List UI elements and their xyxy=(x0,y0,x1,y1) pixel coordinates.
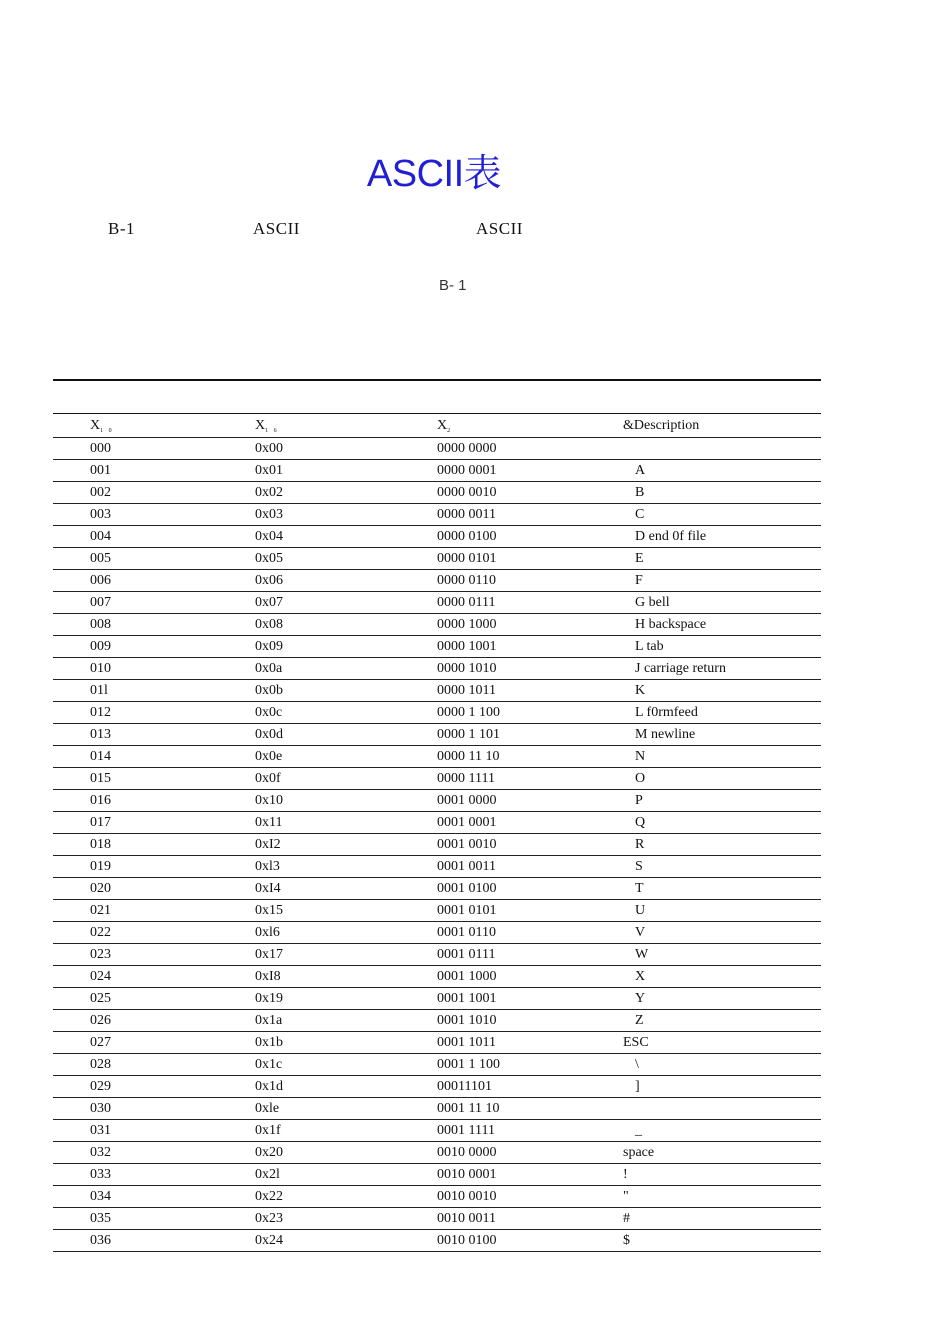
cell-binary: 0001 1001 xyxy=(437,991,497,1006)
cell-decimal: 036 xyxy=(90,1233,111,1248)
cell-hex: 0x09 xyxy=(255,639,283,654)
cell-description: \ xyxy=(635,1057,639,1072)
cell-hex: 0x10 xyxy=(255,793,283,808)
cell-description: ESC xyxy=(623,1035,649,1050)
cell-binary: 0001 0010 xyxy=(437,837,497,852)
cell-description: R xyxy=(635,837,645,852)
cell-hex: 0x01 xyxy=(255,463,283,478)
cell-hex: 0x19 xyxy=(255,991,283,1006)
cell-hex: 0xI2 xyxy=(255,837,281,852)
cell-binary: 0001 0111 xyxy=(437,947,496,962)
header-binary: $X_2$ xyxy=(437,418,453,434)
cell-hex: 0x1b xyxy=(255,1035,283,1050)
table-row xyxy=(53,438,821,460)
cell-decimal: 035 xyxy=(90,1211,111,1226)
cell-hex: 0x06 xyxy=(255,573,283,588)
cell-decimal: 000 xyxy=(90,441,111,456)
cell-decimal: 031 xyxy=(90,1123,111,1138)
cell-hex: 0x20 xyxy=(255,1145,283,1160)
cell-description: S xyxy=(635,859,643,874)
cell-decimal: 013 xyxy=(90,727,111,742)
page-title: ASCII表 xyxy=(366,153,502,195)
cell-hex: 0x0f xyxy=(255,771,281,786)
cell-description: Y xyxy=(635,991,646,1006)
header-hex: $X_{1 6}$ xyxy=(255,418,279,434)
table-row xyxy=(53,1186,821,1208)
table-row xyxy=(53,768,821,790)
table-row xyxy=(53,1054,821,1076)
cell-binary: 0010 0011 xyxy=(437,1211,496,1226)
cell-binary: 0010 0100 xyxy=(437,1233,497,1248)
cell-binary: 0000 1111 xyxy=(437,771,495,786)
cell-hex: 0x03 xyxy=(255,507,283,522)
cell-decimal: 01l xyxy=(90,683,108,698)
cell-decimal: 027 xyxy=(90,1035,111,1050)
cell-binary: 0000 1 101 xyxy=(437,727,500,742)
cell-binary: 0000 0001 xyxy=(437,463,497,478)
cell-decimal: 028 xyxy=(90,1057,111,1072)
cell-hex: 0x24 xyxy=(255,1233,283,1248)
cell-decimal: 032 xyxy=(90,1145,111,1160)
cell-description: U xyxy=(635,903,646,918)
header-description: &Description xyxy=(623,418,700,433)
cell-hex: 0x00 xyxy=(255,441,283,456)
cell-binary: 0000 0011 xyxy=(437,507,496,522)
cell-binary: 0001 11 10 xyxy=(437,1101,500,1116)
cell-description: E xyxy=(635,551,644,566)
cell-binary: 0001 0101 xyxy=(437,903,497,918)
cell-description: # xyxy=(623,1211,630,1226)
table-row xyxy=(53,922,821,944)
cell-decimal: 017 xyxy=(90,815,111,830)
cell-binary: 0000 1000 xyxy=(437,617,497,632)
cell-description: T xyxy=(635,881,644,896)
cell-decimal: 019 xyxy=(90,859,111,874)
cell-binary: 0000 1011 xyxy=(437,683,496,698)
cell-binary: 0000 11 10 xyxy=(437,749,500,764)
cell-decimal: 012 xyxy=(90,705,111,720)
cell-decimal: 025 xyxy=(90,991,111,1006)
cell-binary: 0000 1010 xyxy=(437,661,497,676)
cell-binary: 0000 1 100 xyxy=(437,705,500,720)
cell-binary: 0001 1010 xyxy=(437,1013,497,1028)
cell-binary: 0000 0101 xyxy=(437,551,497,566)
cell-description: V xyxy=(635,925,646,940)
cell-description: D end 0f file xyxy=(635,529,707,544)
cell-binary: 0001 1111 xyxy=(437,1123,495,1138)
cell-hex: 0x04 xyxy=(255,529,283,544)
cell-decimal: 029 xyxy=(90,1079,111,1094)
table-row xyxy=(53,570,821,592)
cell-description: Z xyxy=(635,1013,644,1028)
cell-hex: 0xle xyxy=(255,1101,280,1116)
cell-binary: 0001 0000 xyxy=(437,793,497,808)
cell-decimal: 010 xyxy=(90,661,111,676)
table-row xyxy=(53,1164,821,1186)
cell-hex: 0x1d xyxy=(255,1079,283,1094)
intro-ascii-term: ASCII xyxy=(253,219,300,238)
cell-description: L f0rmfeed xyxy=(635,705,698,720)
cell-decimal: 004 xyxy=(90,529,111,544)
cell-hex: 0x0e xyxy=(255,749,283,764)
cell-hex: 0x22 xyxy=(255,1189,283,1204)
table-row xyxy=(53,460,821,482)
cell-hex: 0x1f xyxy=(255,1123,281,1138)
cell-binary: 0000 0010 xyxy=(437,485,497,500)
cell-decimal: 014 xyxy=(90,749,111,764)
table-row xyxy=(53,1010,821,1032)
cell-hex: 0x08 xyxy=(255,617,283,632)
table-body xyxy=(53,438,821,1252)
ascii-table xyxy=(53,413,821,1252)
cell-decimal: 015 xyxy=(90,771,111,786)
table-row xyxy=(53,1032,821,1054)
cell-decimal: 033 xyxy=(90,1167,111,1182)
cell-binary: 0010 0000 xyxy=(437,1145,497,1160)
cell-description: W xyxy=(635,947,649,962)
cell-hex: 0x05 xyxy=(255,551,283,566)
table-row xyxy=(53,988,821,1010)
cell-decimal: 034 xyxy=(90,1189,111,1204)
cell-binary: 0001 0001 xyxy=(437,815,497,830)
cell-description: J carriage return xyxy=(635,661,726,676)
cell-decimal: 003 xyxy=(90,507,111,522)
cell-hex: 0x1c xyxy=(255,1057,283,1072)
table-row xyxy=(53,790,821,812)
cell-description: C xyxy=(635,507,645,522)
cell-description: A xyxy=(635,463,646,478)
cell-hex: 0xl6 xyxy=(255,925,280,940)
table-row xyxy=(53,1142,821,1164)
cell-description: N xyxy=(635,749,646,764)
cell-description: ] xyxy=(635,1079,640,1094)
cell-description: space xyxy=(623,1145,655,1160)
cell-decimal: 018 xyxy=(90,837,111,852)
table-top-rule xyxy=(53,379,821,381)
cell-binary: 0001 0011 xyxy=(437,859,496,874)
table-row xyxy=(53,702,821,724)
cell-description: G bell xyxy=(635,595,670,610)
cell-decimal: 020 xyxy=(90,881,111,896)
table-row xyxy=(53,1098,821,1120)
table-row xyxy=(53,526,821,548)
cell-binary: 0000 0100 xyxy=(437,529,497,544)
cell-description: " xyxy=(623,1189,629,1204)
table-row xyxy=(53,614,821,636)
cell-binary: 0000 1001 xyxy=(437,639,497,654)
cell-hex: 0xI4 xyxy=(255,881,281,896)
cell-decimal: 002 xyxy=(90,485,111,500)
cell-binary: 0000 0111 xyxy=(437,595,496,610)
cell-binary: 0000 0110 xyxy=(437,573,496,588)
table-row xyxy=(53,1076,821,1098)
table-row xyxy=(53,636,821,658)
table-row xyxy=(53,680,821,702)
table-row xyxy=(53,592,821,614)
table-row xyxy=(53,812,821,834)
cell-decimal: 016 xyxy=(90,793,111,808)
table-caption: B- 1 xyxy=(439,277,467,294)
table-row xyxy=(53,746,821,768)
table-row xyxy=(53,1208,821,1230)
table-row xyxy=(53,658,821,680)
cell-hex: 0xI8 xyxy=(255,969,281,984)
cell-decimal: 022 xyxy=(90,925,111,940)
cell-binary: 0001 1 100 xyxy=(437,1057,500,1072)
cell-hex: 0x0a xyxy=(255,661,283,676)
cell-hex: 0x15 xyxy=(255,903,283,918)
table-row xyxy=(53,878,821,900)
cell-binary: 0001 0100 xyxy=(437,881,497,896)
table-row xyxy=(53,900,821,922)
cell-description: L tab xyxy=(635,639,664,654)
cell-description: X xyxy=(635,969,646,984)
cell-hex: 0x0b xyxy=(255,683,283,698)
table-row xyxy=(53,834,821,856)
cell-description: B xyxy=(635,485,645,500)
cell-decimal: 001 xyxy=(90,463,111,478)
cell-binary: 0010 0001 xyxy=(437,1167,497,1182)
cell-description: M newline xyxy=(635,727,696,742)
cell-binary: 0001 1011 xyxy=(437,1035,496,1050)
table-row xyxy=(53,482,821,504)
table-header-row xyxy=(53,414,821,438)
cell-decimal: 030 xyxy=(90,1101,111,1116)
intro-table-number: B-1 xyxy=(108,219,135,238)
cell-description: P xyxy=(635,793,643,808)
cell-decimal: 026 xyxy=(90,1013,111,1028)
cell-hex: 0x17 xyxy=(255,947,283,962)
cell-description: _ xyxy=(635,1123,642,1138)
cell-hex: 0x23 xyxy=(255,1211,283,1226)
cell-decimal: 005 xyxy=(90,551,111,566)
cell-decimal: 023 xyxy=(90,947,111,962)
cell-description: F xyxy=(635,573,643,588)
cell-decimal: 006 xyxy=(90,573,111,588)
cell-hex: 0x0d xyxy=(255,727,283,742)
cell-description: O xyxy=(635,771,646,786)
intro-ascii-term-2: ASCII xyxy=(476,219,523,238)
cell-decimal: 008 xyxy=(90,617,111,632)
table-row xyxy=(53,548,821,570)
cell-decimal: 009 xyxy=(90,639,111,654)
cell-binary: 0001 0110 xyxy=(437,925,496,940)
cell-description: ! xyxy=(623,1167,628,1182)
table-row xyxy=(53,724,821,746)
cell-binary: 0010 0010 xyxy=(437,1189,497,1204)
cell-binary: 00011101 xyxy=(437,1079,492,1094)
table-row xyxy=(53,1230,821,1252)
table-row xyxy=(53,966,821,988)
cell-hex: 0x02 xyxy=(255,485,283,500)
cell-description: H backspace xyxy=(635,617,707,632)
cell-binary: 0001 1000 xyxy=(437,969,497,984)
cell-hex: 0x2l xyxy=(255,1167,280,1182)
cell-hex: 0xl3 xyxy=(255,859,280,874)
cell-description: K xyxy=(635,683,646,698)
table-row xyxy=(53,1120,821,1142)
cell-hex: 0x0c xyxy=(255,705,283,720)
cell-decimal: 007 xyxy=(90,595,111,610)
cell-hex: 0x1a xyxy=(255,1013,283,1028)
cell-hex: 0x11 xyxy=(255,815,283,830)
cell-hex: 0x07 xyxy=(255,595,283,610)
header-decimal: $X_{1 0}$ xyxy=(90,418,114,434)
cell-decimal: 024 xyxy=(90,969,111,984)
cell-description: Q xyxy=(635,815,646,830)
table-row xyxy=(53,856,821,878)
cell-binary: 0000 0000 xyxy=(437,441,497,456)
table-row xyxy=(53,504,821,526)
cell-decimal: 021 xyxy=(90,903,111,918)
table-row xyxy=(53,944,821,966)
cell-description: $ xyxy=(623,1233,630,1248)
